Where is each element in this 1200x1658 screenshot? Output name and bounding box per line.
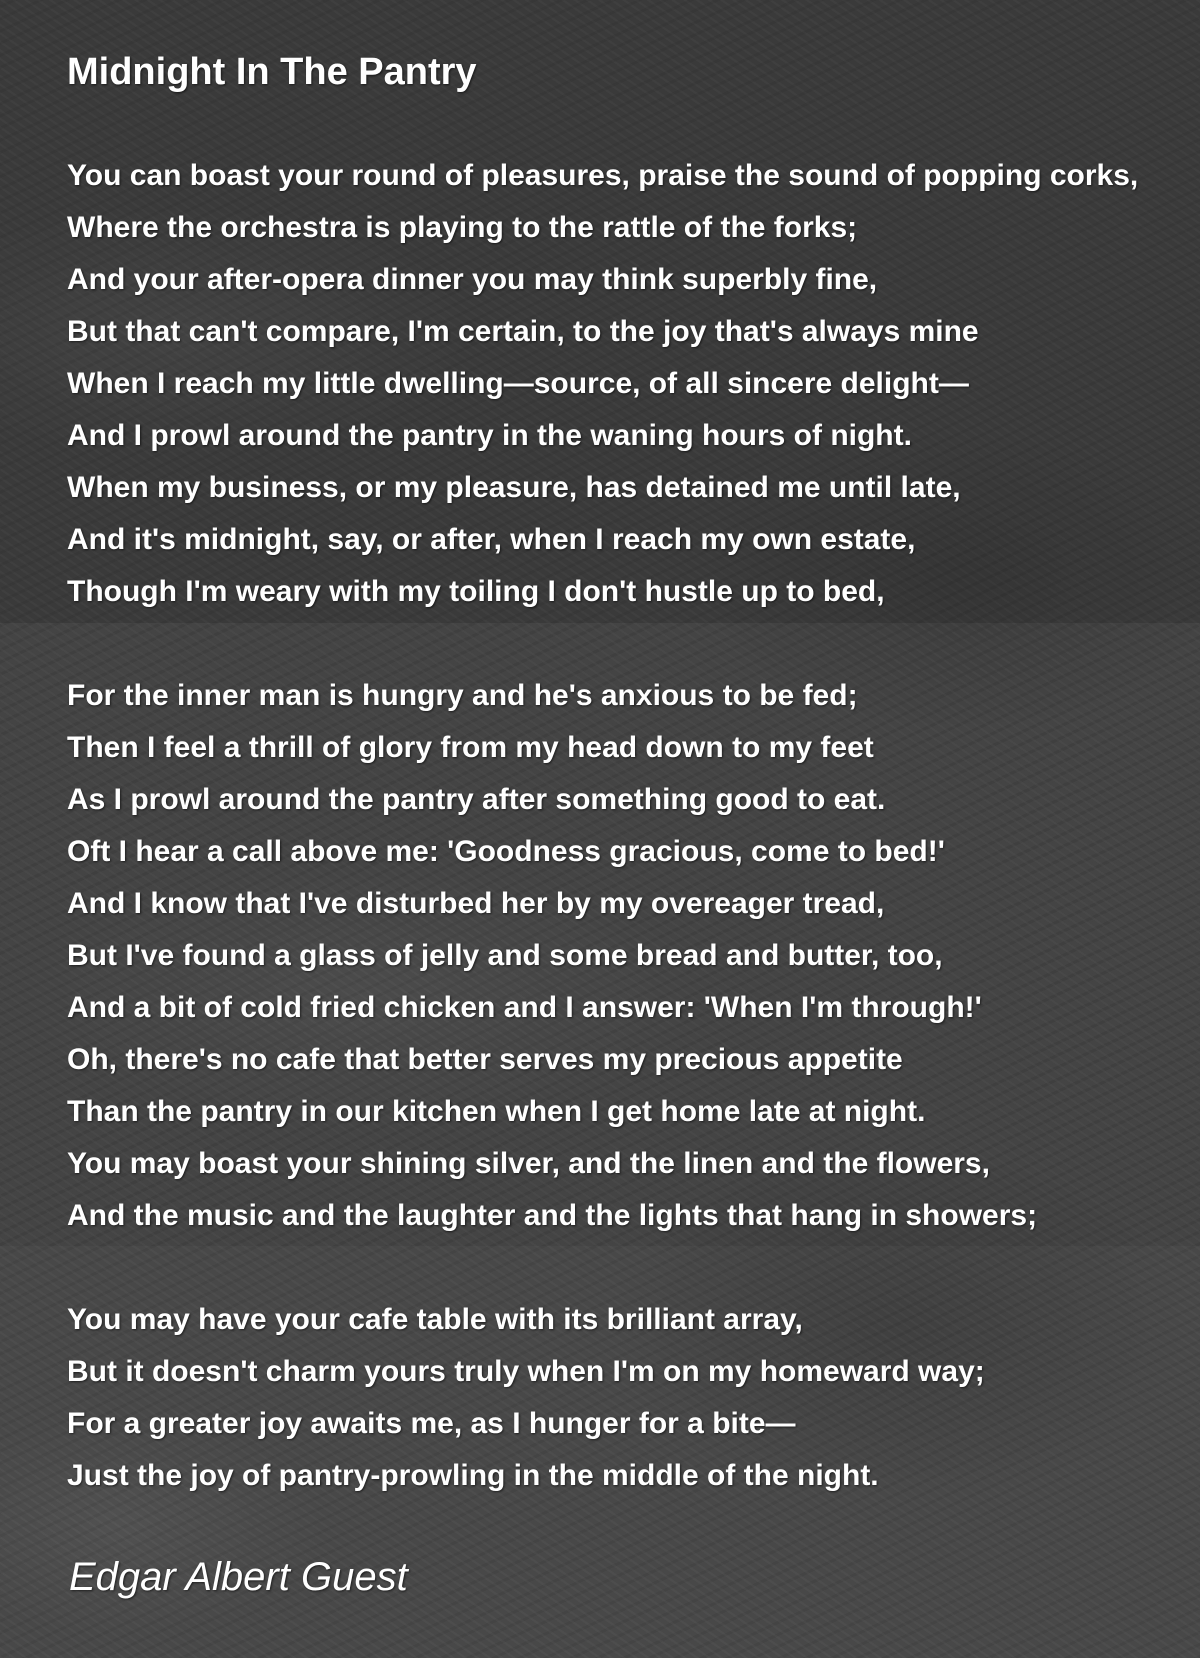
poem-line: As I prowl around the pantry after something good to eat. xyxy=(67,783,886,816)
poem-line: Where the orchestra is playing to the rattle of the forks; xyxy=(67,211,858,244)
poem-line: But I've found a glass of jelly and some bread and butter, too, xyxy=(67,939,943,972)
poem-line: But that can't compare, I'm certain, to the joy that's always mine xyxy=(67,315,979,348)
poem-author: Edgar Albert Guest xyxy=(69,1555,408,1599)
poem-title: Midnight In The Pantry xyxy=(67,51,477,93)
stanza-3 xyxy=(67,1294,985,1502)
poem-line: When my business, or my pleasure, has detained me until late, xyxy=(67,471,961,504)
poem-line: And a bit of cold fried chicken and I answer: 'When I'm through!' xyxy=(67,991,982,1024)
stanza-2 xyxy=(67,670,1037,1242)
poem-line: But it doesn't charm yours truly when I'm on my homeward way; xyxy=(67,1355,985,1388)
stanza-1 xyxy=(67,150,1138,618)
poem-line: Than the pantry in our kitchen when I get home late at night. xyxy=(67,1095,926,1128)
poem-line: For a greater joy awaits me, as I hunger for a bite— xyxy=(67,1407,796,1440)
poem-line: For the inner man is hungry and he's anxious to be fed; xyxy=(67,679,858,712)
poem-line: When I reach my little dwelling—source, of all sincere delight— xyxy=(67,367,969,400)
poem-line: Though I'm weary with my toiling I don't hustle up to bed, xyxy=(67,575,885,608)
poem-line: Oft I hear a call above me: 'Goodness gracious, come to bed!' xyxy=(67,835,945,868)
poem-line: Then I feel a thrill of glory from my head down to my feet xyxy=(67,731,874,764)
poem-line: You can boast your round of pleasures, praise the sound of popping corks, xyxy=(67,159,1139,192)
poem-line: You may boast your shining silver, and the linen and the flowers, xyxy=(67,1147,990,1180)
poem-line: You may have your cafe table with its brilliant array, xyxy=(67,1303,803,1336)
poem-line: Oh, there's no cafe that better serves my precious appetite xyxy=(67,1043,903,1076)
poem-line: And your after-opera dinner you may think superbly fine, xyxy=(67,263,878,296)
poem-line: And I know that I've disturbed her by my overeager tread, xyxy=(67,887,885,920)
poem-line: And it's midnight, say, or after, when I reach my own estate, xyxy=(67,523,916,556)
poem-line: Just the joy of pantry-prowling in the middle of the night. xyxy=(67,1459,879,1492)
poem-line: And the music and the laughter and the lights that hang in showers; xyxy=(67,1199,1038,1232)
poem-line: And I prowl around the pantry in the waning hours of night. xyxy=(67,419,912,452)
